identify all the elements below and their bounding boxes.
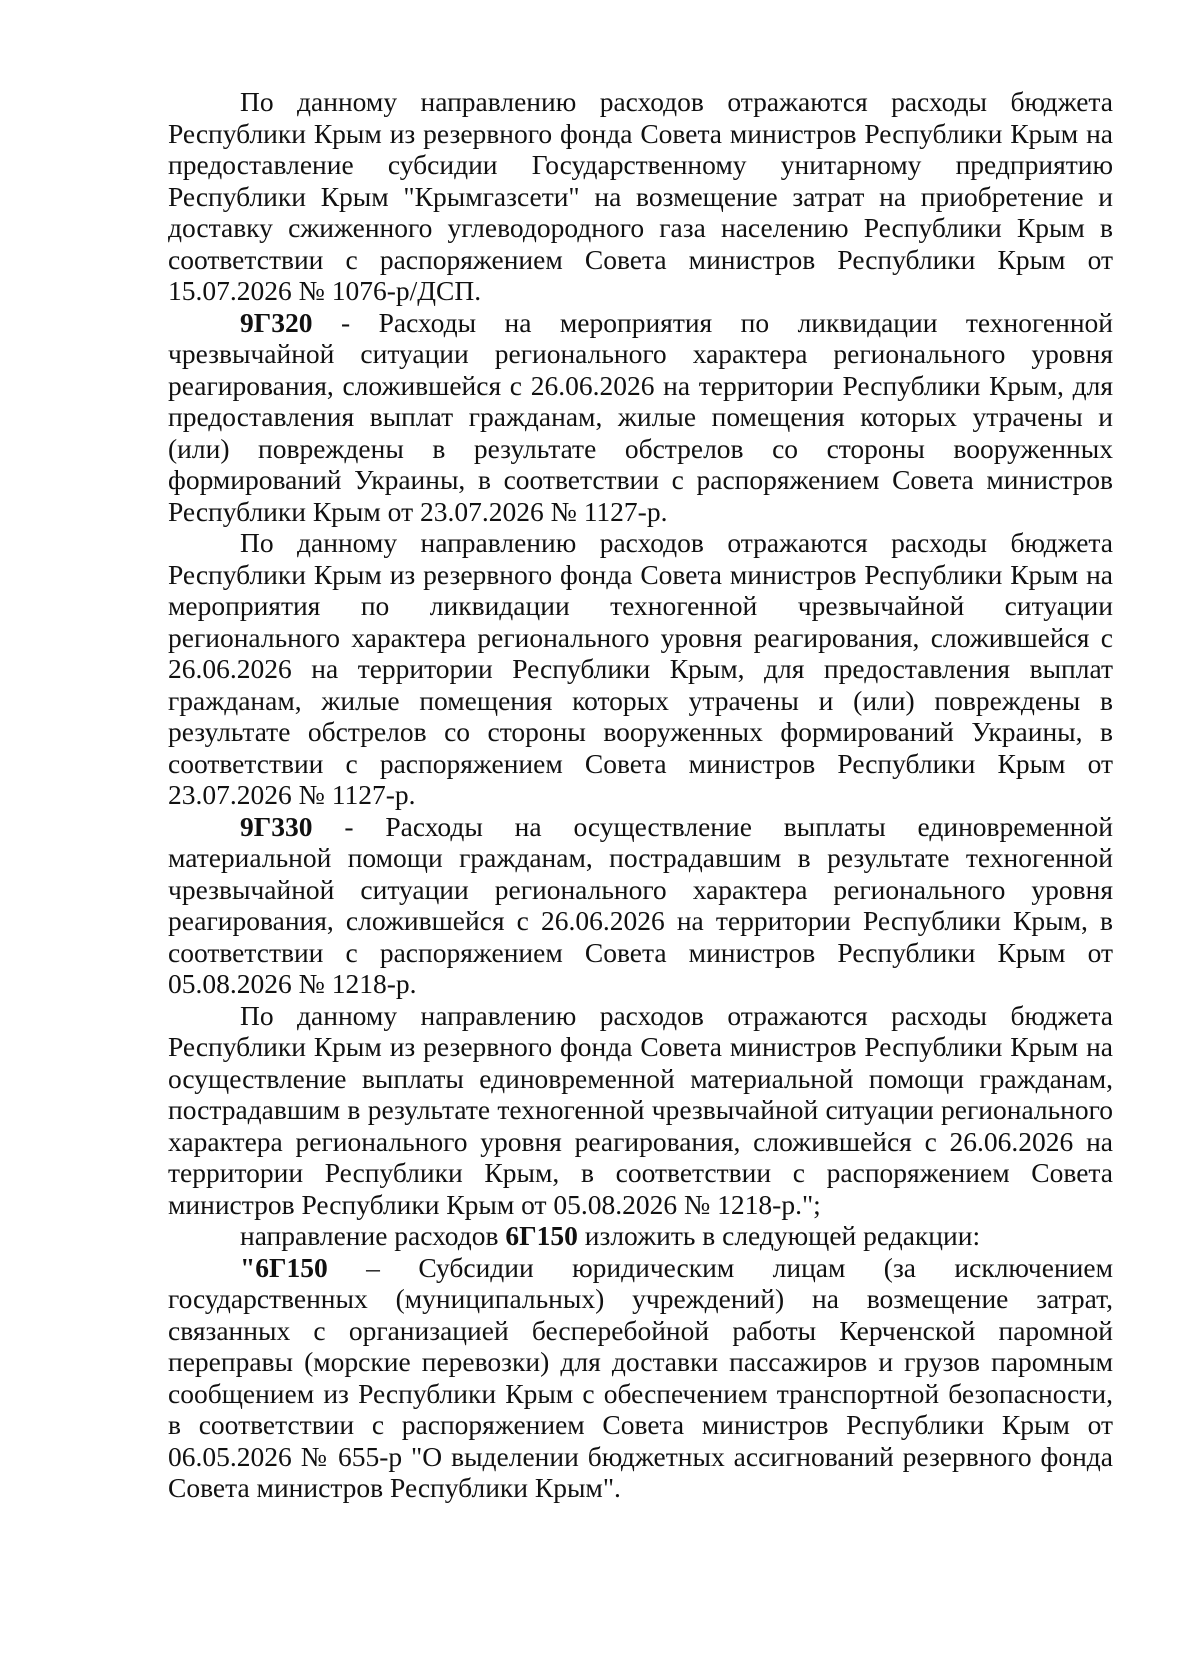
expense-code-6g150-instruction: 6Г150 [505,1220,578,1251]
paragraph-9g320-text: - Расходы на мероприятия по ликвидации техногенной чрезвычайной ситуации регионального характера регионального уровня реагирования, сложившейся с 26.06.2026 на территории Республики Крым, для предоставления выплат гражданам, жилые помещения которых утрачены и (или) повреждены в результате обстрелов со стороны вооруженных формирований Украины, в соответствии с распоряжением Совета министров Республики Крым от 23.07.2026 № 1127-р. [168,306,1113,527]
paragraph-1-text: По данному направлению расходов отражаются расходы бюджета Республики Крым из резервного фонда Совета министров Республики Крым на предоставление субсидии Государственному унитарному предприятию Республики Крым "Крымгазсети" на возмещение затрат на приобретение и доставку сжиженного углеводородного газа населению Республики Крым в соответствии с распоряжением Совета министров Республики Крым от 15.07.2026 № 1076-р/ДСП. [168,86,1113,306]
paragraph-9g330-text: - Расходы на осуществление выплаты единовременной материальной помощи гражданам, пострадавшим в результате техногенной чрезвычайной ситуации регионального характера регионального уровня реагирования, сложившейся с 26.06.2026 на территории Республики Крым, в соответствии с распоряжением Совета министров Республики Крым от 05.08.2026 № 1218-р. [168,810,1113,999]
expense-code-9g320: 9Г320 [240,306,313,338]
instruction-paragraph [168,1220,1113,1252]
paragraph-1 [168,86,1113,307]
paragraph-9g330 [168,811,1113,1000]
expense-code-9g330: 9Г330 [240,810,313,842]
paragraph-3 [168,527,1113,811]
paragraph-5 [168,1000,1113,1221]
document-page [168,86,1113,1504]
expense-code-6g150: 6Г150 [255,1251,328,1283]
instruction-before: направление расходов [240,1220,506,1251]
paragraph-5-text: По данному направлению расходов отражаются расходы бюджета Республики Крым из резервного фонда Совета министров Республики Крым на осуществление выплаты единовременной материальной помощи гражданам, пострадавшим в результате техногенной чрезвычайной ситуации регионального характера регионального уровня реагирования, сложившейся с 26.06.2026 на территории Республики Крым, в соответствии с распоряжением Совета министров Республики Крым от 05.08.2026 № 1218-р."; [168,999,1113,1220]
paragraph-6g150-text: – Субсидии юридическим лицам (за исключением государственных (муниципальных) учреждений) на возмещение затрат, связанных с организацией бесперебойной работы Керченской паромной переправы (морские перевозки) для доставки пассажиров и грузов паромным сообщением из Республики Крым с обеспечением транспортной безопасности, в соответствии с распоряжением Совета министров Республики Крым от 06.05.2026 № 655-р "О выделении бюджетных ассигнований резервного фонда Совета министров Республики Крым". [168,1251,1113,1503]
paragraph-6g150 [168,1252,1113,1504]
paragraph-9g320 [168,307,1113,528]
paragraph-3-text: По данному направлению расходов отражаются расходы бюджета Республики Крым из резервного фонда Совета министров Республики Крым на мероприятия по ликвидации техногенной чрезвычайной ситуации регионального характера регионального уровня реагирования, сложившейся с 26.06.2026 на территории Республики Крым, для предоставления выплат гражданам, жилые помещения которых утрачены и (или) повреждены в результате обстрелов со стороны вооруженных формирований Украины, в соответствии с распоряжением Совета министров Республики Крым от 23.07.2026 № 1127-р. [168,527,1113,810]
instruction-after: изложить в следующей редакции: [577,1220,981,1251]
opening-quote: " [240,1251,256,1283]
